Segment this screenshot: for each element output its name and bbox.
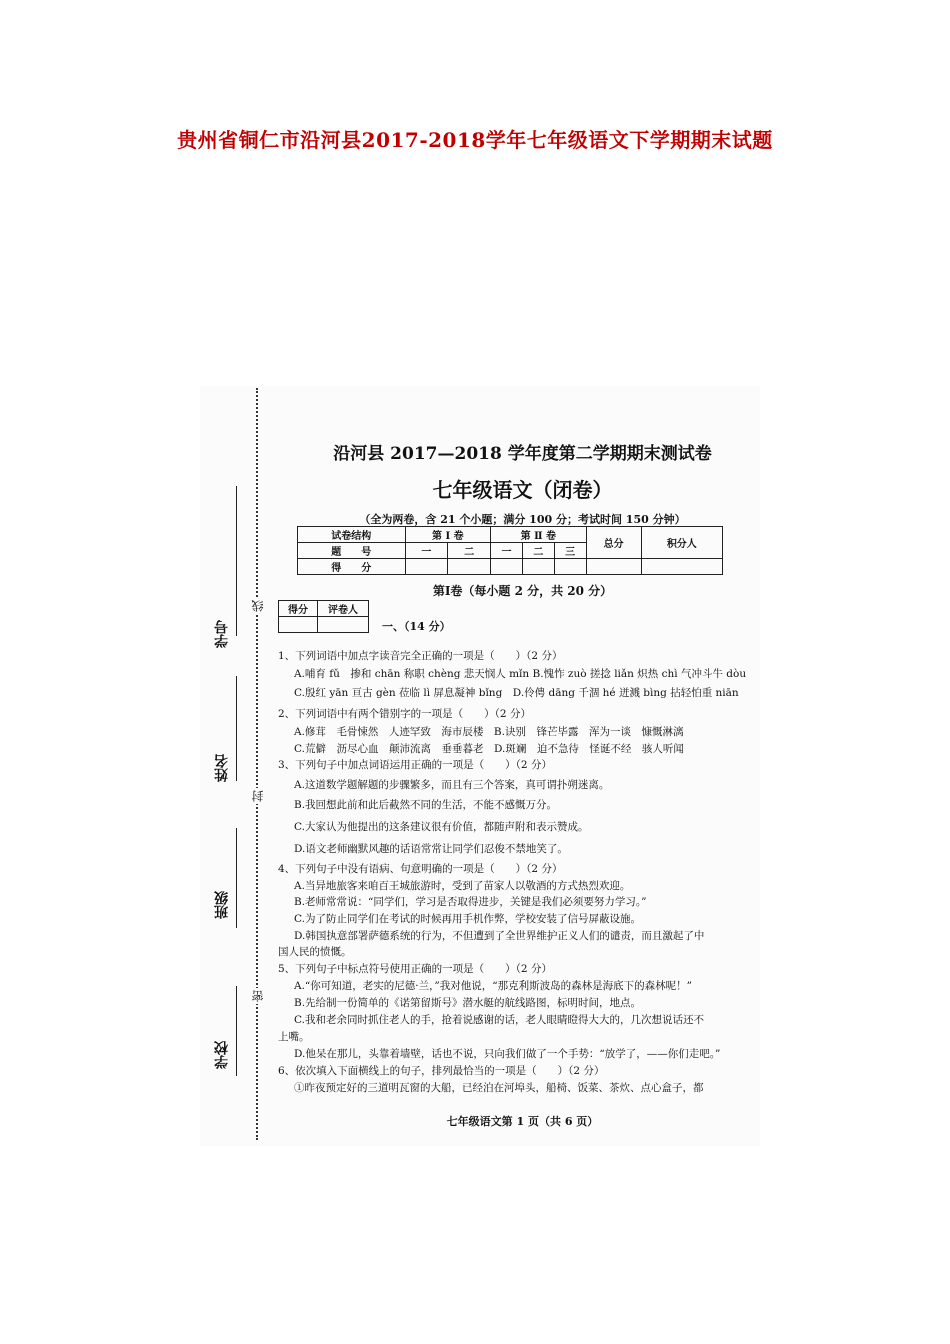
score-table-vol1: 第 Ⅰ 卷: [405, 527, 491, 543]
exam-title: 沿河县 2017—2018 学年度第二学期期末测试卷: [333, 444, 712, 464]
exam-info: （全为两卷，含 21 个小题；满分 100 分；考试时间 150 分钟）: [359, 513, 686, 526]
question-line: 2、下列词语中有两个错别字的一项是（ ）（2 分）: [278, 708, 531, 720]
score-table-vol1-col: 二: [448, 543, 491, 559]
score-table-vol1-col: 一: [405, 543, 448, 559]
seal-char-secret: 密: [251, 990, 265, 1002]
document-heading: 贵州省铜仁市沿河县2017-2018学年七年级语文下学期期末试题: [177, 128, 773, 152]
score-table-structure-label: 试卷结构: [298, 527, 406, 543]
score-table-vol2-col: 二: [522, 543, 554, 559]
question-line: C.荒僻 沥尽心血 颠沛流离 垂垂暮老 D.斑斓 迫不急待 怪诞不经 骇人听闻: [294, 743, 684, 755]
score-table-vol2: 第 Ⅱ 卷: [491, 527, 586, 543]
student-id-underline: [236, 486, 237, 636]
grader-score-cell: [279, 617, 318, 633]
exam-subtitle: 七年级语文（闭卷）: [432, 478, 613, 502]
question-line: A.哺育 fǔ 掺和 chān 称职 chèng 悲天悯人 mǐn B.愧怍 zuò 搓捻 liǎn 炽热 chì 气冲斗牛 dòu: [294, 668, 747, 680]
score-cell: [405, 559, 448, 575]
grader-reviewer-label: 评卷人: [318, 601, 369, 617]
page-footer: 七年级语文第 1 页（共 6 页）: [446, 1115, 599, 1128]
school-underline: [236, 986, 237, 1076]
scanned-exam-page: [200, 386, 760, 1146]
question-line: ①昨夜预定好的三道明瓦窗的大船，已经泊在河埠头，船椅、饭菜、茶炊、点心盒子，都: [294, 1082, 704, 1094]
seal-char-line: 线: [251, 600, 265, 612]
question-line: 国人民的愤慨。: [278, 946, 352, 958]
question-line: 3、下列句子中加点词语运用正确的一项是（ ）（2 分）: [278, 759, 552, 771]
question-line: B.老师常常说：“同学们，学习是否取得进步，关键是我们必须要努力学习。”: [294, 896, 647, 908]
score-cell: [586, 559, 641, 575]
score-cell: [491, 559, 523, 575]
class-underline: [236, 828, 237, 928]
question-line: 上嘴。: [278, 1031, 310, 1043]
question-line: A.“你可知道，老实的尼德·兰，”我对他说，“那克利斯波岛的森林是海底下的森林呢！”: [294, 980, 692, 992]
class-label: 班级: [214, 891, 230, 919]
binding-dotted-line: [256, 388, 258, 1140]
score-table-score-label: 得 分: [298, 559, 406, 575]
name-underline: [236, 676, 237, 781]
score-cell: [641, 559, 722, 575]
score-table-vol2-col: 三: [554, 543, 586, 559]
score-cell: [554, 559, 586, 575]
seal-char-seal: 封: [251, 790, 265, 802]
question-line: A.修茸 毛骨悚然 人迹罕致 海市辰楼 B.诀别 锋芒毕露 浑为一谈 慷慨淋漓: [294, 726, 684, 738]
school-label: 学校: [214, 1041, 230, 1069]
score-cell: [522, 559, 554, 575]
question-line: A.这道数学题解题的步骤繁多，而且有三个答案，真可谓扑朔迷离。: [294, 779, 610, 791]
part-label: 一、（14 分）: [382, 620, 451, 633]
question-line: D.语文老师幽默风趣的话语常常让同学们忍俊不禁地笑了。: [294, 843, 568, 855]
question-line: 4、下列句子中没有语病、句意明确的一项是（ ）（2 分）: [278, 863, 563, 875]
score-cell: [448, 559, 491, 575]
question-line: B.我回想此前和此后截然不同的生活，不能不感慨万分。: [294, 799, 558, 811]
score-table-number-label: 题 号: [298, 543, 406, 559]
question-line: C.我和老余同时抓住老人的手，抢着说感谢的话，老人眼睛瞪得大大的，几次想说话还不: [294, 1014, 704, 1026]
score-table-scorer: 积分人: [641, 527, 722, 559]
name-label: 姓名: [214, 754, 230, 782]
question-line: A.当异地旅客来咱百王城旅游时，受到了苗家人以敬酒的方式热烈欢迎。: [294, 880, 631, 892]
question-line: D.韩国执意部署萨德系统的行为，不但遭到了全世界维护正义人们的谴责，而且激起了中: [294, 930, 705, 942]
section-heading: 第Ⅰ卷（每小题 2 分，共 20 分）: [432, 584, 613, 598]
score-table-total: 总分: [586, 527, 641, 559]
question-line: 1、下列词语中加点字读音完全正确的一项是（ ）（2 分）: [278, 650, 563, 662]
question-line: B.先给制一份简单的《诺第留斯号》潜水艇的航线路图，标明时间，地点。: [294, 997, 642, 1009]
question-line: C.殷红 yān 亘古 gèn 莅临 lì 屏息凝神 bǐng D.伶俜 dāng 千涸 hé 迸溅 bìng 拈轻怕重 niān: [294, 687, 739, 699]
grader-reviewer-cell: [318, 617, 369, 633]
grader-score-label: 得分: [279, 601, 318, 617]
question-line: C.大家认为他提出的这条建议很有价值，都随声附和表示赞成。: [294, 821, 589, 833]
score-table-vol2-col: 一: [491, 543, 523, 559]
score-table: [297, 526, 723, 575]
student-id-label: 学号: [214, 620, 230, 648]
grader-box: [278, 600, 369, 633]
question-line: 5、下列句子中标点符号使用正确的一项是（ ）（2 分）: [278, 963, 552, 975]
question-line: 6、依次填入下面横线上的句子，排列最恰当的一项是（ ）（2 分）: [278, 1065, 605, 1077]
question-line: C.为了防止同学们在考试的时候再用手机作弊，学校安装了信号屏蔽设施。: [294, 913, 641, 925]
question-line: D.他呆在那儿，头靠着墙壁，话也不说，只向我们做了一个手势：“放学了，——你们走吧。”: [294, 1048, 721, 1060]
